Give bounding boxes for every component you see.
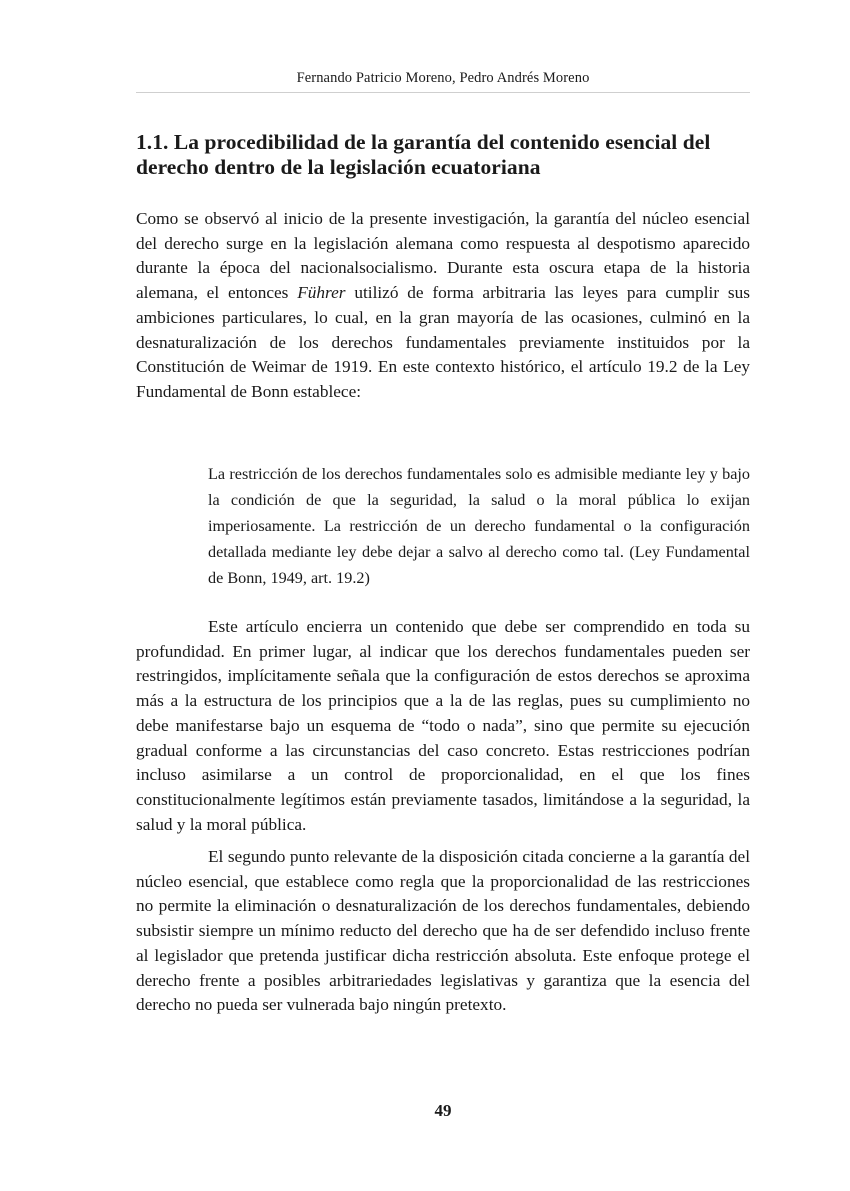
page-number: 49 bbox=[434, 1101, 452, 1120]
running-header: Fernando Patricio Moreno, Pedro Andrés Moreno bbox=[296, 70, 590, 86]
paragraph-1-text-start: Como se observó al inicio de la presente investigación, la garantía del núcleo esencial del derecho surge en la legislación alemana como respuesta al despotismo aparecido durante la época del nacionalsocialismo. Durante esta oscura etapa de la historia alemana, el entonces bbox=[136, 209, 750, 303]
header-divider bbox=[136, 92, 750, 93]
body-paragraph-3: El segundo punto relevante de la disposición citada concierne a la garantía del núcleo esencial, que establece como regla que la proporcionalidad de las restricciones no permite la eliminación o desnaturalización de los derechos fundamentales, debiendo subsistir siempre un mínimo reducto del derecho que ha de ser defendido incluso frente al legislador que pretenda justificar dicha restricción absoluta. Este enfoque protege el derecho frente a posibles arbitrariedades legislativas y garantiza que la esencia del derecho no pueda ser vulnerada bajo ningún pretexto. bbox=[136, 847, 750, 1015]
body-paragraph-2: Este artículo encierra un contenido que debe ser comprendido en toda su profundidad. En primer lugar, al indicar que los derechos fundamentales pueden ser restringidos, implícitamente señala que la configuración de estos derechos se aproxima más a la estructura de los principios que a la de las reglas, pues su cumplimiento no debe manifestarse bajo un esquema de “todo o nada”, sino que permite su ejecución gradual conforme a las circunstancias del caso concreto. Estas restricciones podrían incluso asimilarse a un control de proporcionalidad, en el que los fines constitucionalmente legítimos están previamente tasados, limitándose a la seguridad, la salud y la moral pública. bbox=[136, 617, 750, 834]
paragraph-1-text-end: utilizó de forma arbitraria las leyes para cumplir sus ambiciones particulares, lo cual, en la gran mayoría de las ocasiones, culminó en la desnaturalización de los derechos fundamentales previamente instituidos por la Constitución de Weimar de 1919. En este contexto histórico, el artículo 19.2 de la Ley Fundamental de Bonn establece: bbox=[136, 283, 750, 401]
body-paragraph-1 bbox=[136, 207, 750, 405]
section-title: 1.1. La procedibilidad de la garantía del contenido esencial del derecho dentro de la legislación ecuatoriana bbox=[136, 130, 711, 179]
book-page bbox=[136, 0, 750, 1191]
paragraph-1-italic-term: Führer bbox=[297, 283, 346, 303]
block-quote: La restricción de los derechos fundamentales solo es admisible mediante ley y bajo la condición de que la seguridad, la salud o la moral pública lo exijan imperiosamente. La restricción de un derecho fundamental o la configuración detallada mediante ley debe dejar a salvo al derecho como tal. (Ley Fundamental de Bonn, 1949, art. 19.2) bbox=[208, 465, 750, 587]
